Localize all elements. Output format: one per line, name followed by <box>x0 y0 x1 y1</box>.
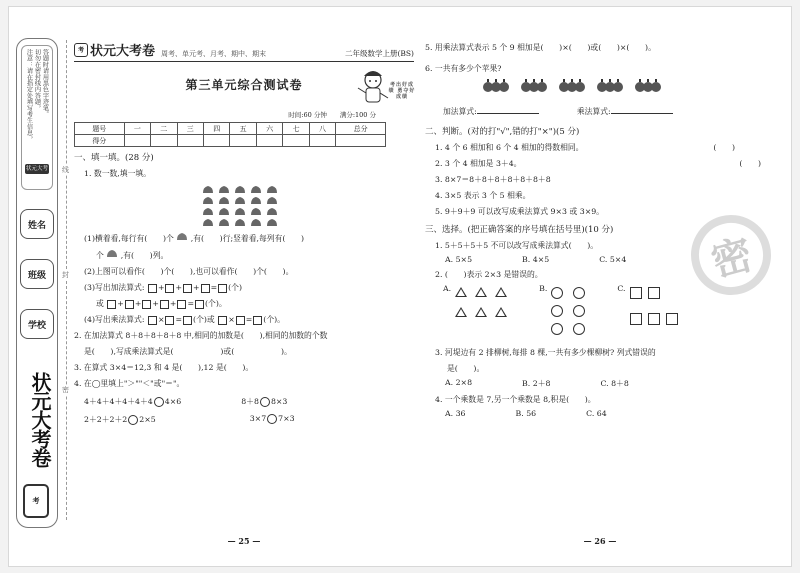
triangle-icon <box>475 287 487 297</box>
peach-icon <box>202 218 214 227</box>
peach-icon <box>106 249 118 258</box>
seal-line <box>66 40 67 520</box>
judge-item <box>425 190 775 201</box>
judge-text: 5. 9＋9＋9 可以改写成乘法算式 9×3 或 3×9。 <box>435 207 604 216</box>
peach-icon <box>250 196 262 205</box>
section-heading: 二、判断。(对的打"√",错的打"×")(5 分) <box>425 127 580 137</box>
question: 2. ( )表示 2×3 是错误的。 <box>435 270 543 279</box>
question-text: 个 <box>96 251 104 260</box>
compare-item <box>250 414 295 425</box>
judge-text: 2. 3 个 4 相加是 3＋4。 <box>435 159 522 168</box>
triangle-icon <box>495 307 507 317</box>
question <box>74 249 414 261</box>
table-cell: 八 <box>309 123 335 135</box>
answer-box[interactable] <box>236 316 245 325</box>
peach-icon <box>250 218 262 227</box>
table-row <box>75 135 386 147</box>
mascot-text: 考出好成绩 勇夺好成绩 <box>388 82 416 100</box>
peach-icon <box>218 196 230 205</box>
answer-box[interactable] <box>107 300 116 309</box>
triangle-icon <box>455 307 467 317</box>
apple-icon <box>537 82 547 92</box>
answer-box[interactable] <box>142 300 151 309</box>
question: 2. 在加法算式 8＋8＋8＋8＋8 中,相同的加数是( ),相同的加数的个数 <box>74 331 328 340</box>
circle-icon <box>573 287 585 299</box>
question-text: ,有( )行;竖着看,每列有( ) <box>190 234 305 243</box>
peach-grid <box>202 185 414 227</box>
option-row <box>425 378 775 389</box>
question: 或 + + + + = (个)。 <box>96 299 227 308</box>
score-input-cell[interactable] <box>256 135 282 147</box>
square-row <box>630 313 678 325</box>
answer-box[interactable] <box>125 300 134 309</box>
section-heading: 三、选择。(把正确答案的序号填在括号里)(10 分) <box>425 225 614 235</box>
apple-group <box>599 82 623 92</box>
answer-box[interactable] <box>201 284 210 293</box>
page-number: — 25 — <box>227 536 261 546</box>
apple-row <box>485 82 775 92</box>
score-input-cell[interactable] <box>336 135 386 147</box>
judge-text: 3. 8×7＝8＋8＋8＋8＋8＋8＋8 <box>435 175 551 184</box>
score-input-cell[interactable] <box>124 135 150 147</box>
triangle-icon <box>475 307 487 317</box>
judge-answer[interactable]: ( ) <box>739 159 761 168</box>
formula-label: 乘法算式: <box>576 107 611 116</box>
answer-box[interactable] <box>218 284 227 293</box>
question: 4. 在◯里填上"＞""＜"或"＝"。 <box>74 379 185 388</box>
compare-circle[interactable] <box>154 397 164 407</box>
page-left <box>74 40 414 560</box>
table-cell: 三 <box>177 123 203 135</box>
answer-box[interactable] <box>218 316 227 325</box>
compare-item <box>84 396 181 407</box>
peach-icon <box>266 218 278 227</box>
option-b[interactable] <box>539 284 587 335</box>
apple-group <box>637 82 661 92</box>
circle-icon <box>551 287 563 299</box>
question: 是( ),写成乘法算式是( )或( )。 <box>84 347 292 356</box>
question-text: (个)。 <box>205 299 227 308</box>
judge-item <box>425 158 775 169</box>
peach-icon <box>234 218 246 227</box>
judge-text: 4. 3×5 表示 3 个 5 相乘。 <box>435 191 531 200</box>
triangle-grid <box>455 287 509 317</box>
answer-box[interactable] <box>148 284 157 293</box>
option-row <box>425 409 775 418</box>
question-text: (1)横着看,每行有( )个 <box>84 234 174 243</box>
apple-group <box>561 82 585 92</box>
binding-badge: 状元大考卷 <box>25 166 48 182</box>
question: 3. 河堤边有 2 排柳树,每排 8 棵,一共有多少棵柳树? 列式错误的 <box>435 348 656 357</box>
triangle-icon <box>495 287 507 297</box>
formula-row <box>425 106 775 117</box>
judge-text: 1. 4 个 6 相加和 6 个 4 相加的得数相同。 <box>435 143 584 152</box>
square-icon <box>648 313 660 325</box>
name-field[interactable] <box>20 209 54 239</box>
brand-mark-icon: 考 <box>74 43 88 57</box>
circle-grid <box>551 287 587 335</box>
answer-box[interactable] <box>160 300 169 309</box>
compare-item <box>84 414 156 425</box>
question: (2)上图可以看作( )个( ),也可以看作( )个( )。 <box>84 267 294 276</box>
judge-list <box>425 142 775 217</box>
answer-blank[interactable] <box>611 106 673 114</box>
score-table <box>74 122 386 147</box>
peach-icon <box>218 185 230 194</box>
binding-strip <box>16 38 58 528</box>
question: 1. 数一数,填一填。 <box>84 169 151 178</box>
apple-group <box>485 82 509 92</box>
peach-icon <box>176 232 188 241</box>
question: 3. 在算式 3×4＝12,3 和 4 是( ),12 是( )。 <box>74 363 254 372</box>
question-text: (3)写出加法算式: <box>84 283 145 292</box>
formula-label: 加法算式: <box>443 107 477 116</box>
header-logo <box>74 40 155 59</box>
option[interactable]: A. 2×8 <box>445 378 473 387</box>
option-label: B. <box>539 284 548 293</box>
option[interactable]: C. 8＋8 <box>600 379 629 388</box>
section-heading: 一、填一填。(28 分) <box>74 153 154 163</box>
question: 是( )。 <box>447 364 485 373</box>
compare-right: 8×3 <box>270 397 288 406</box>
peach-icon <box>202 185 214 194</box>
binding-note: 切勿在密封线内答题， <box>33 49 41 111</box>
peach-icon <box>218 218 230 227</box>
answer-blank[interactable] <box>477 106 539 114</box>
answer-box[interactable] <box>165 284 174 293</box>
brand-logo: 状元大考卷 <box>28 371 52 467</box>
class-field[interactable] <box>20 259 54 289</box>
peach-icon <box>266 207 278 216</box>
square-group <box>630 284 678 325</box>
score-input-cell[interactable] <box>203 135 229 147</box>
judge-item <box>425 142 775 153</box>
apple-group <box>523 82 547 92</box>
score-input-cell[interactable] <box>151 135 177 147</box>
judge-item <box>425 174 775 185</box>
question-text: 或 <box>96 299 104 308</box>
triangle-icon <box>455 287 467 297</box>
peach-icon <box>250 185 262 194</box>
compare-row <box>74 414 414 425</box>
apple-icon <box>575 82 585 92</box>
peach-icon <box>266 196 278 205</box>
option[interactable]: A. 36 <box>445 409 466 418</box>
question-text: (个) <box>228 283 243 292</box>
question: (3)写出加法算式: + + + = (个) <box>84 283 243 292</box>
option[interactable]: B. 56 <box>515 409 537 418</box>
option[interactable]: A. 5×5 <box>445 255 473 264</box>
table-cell: 一 <box>124 123 150 135</box>
table-cell: 得分 <box>75 135 125 147</box>
name-label: 姓名 <box>27 220 46 231</box>
apple-icon <box>499 82 509 92</box>
seal-line-char: 线 <box>62 166 69 174</box>
score-input-cell[interactable] <box>309 135 335 147</box>
circle-icon <box>573 305 585 317</box>
header-grade: 二年级数学上册(BS) <box>344 49 414 58</box>
compare-item <box>241 396 287 407</box>
question: 1. 5＋5＋5＋5 不可以改写成乘法算式( )。 <box>435 241 599 250</box>
answer-box[interactable] <box>165 316 174 325</box>
table-cell: 五 <box>230 123 256 135</box>
binding-note: 注意：请在指定处填写考生信息， <box>25 49 33 142</box>
judge-answer[interactable]: ( ) <box>713 143 735 152</box>
circle-icon <box>551 305 563 317</box>
header-tag: 周考、单元考、月考、期中、期末 <box>161 50 267 58</box>
question <box>74 232 414 244</box>
answer-box[interactable] <box>148 316 157 325</box>
compare-right: 2×5 <box>139 415 156 424</box>
formula-item <box>443 106 539 117</box>
answer-box[interactable] <box>177 300 186 309</box>
square-icon <box>648 287 660 299</box>
exam-meta: 时间:60 分钟 满分:100 分 <box>288 111 376 119</box>
class-label: 班级 <box>27 270 46 281</box>
peach-icon <box>218 207 230 216</box>
answer-box[interactable] <box>195 300 204 309</box>
header-logo-text: 状元大考卷 <box>90 44 156 59</box>
table-cell: 六 <box>256 123 282 135</box>
compare-circle[interactable] <box>267 414 277 424</box>
option-label: A. <box>443 284 452 293</box>
square-icon <box>630 313 642 325</box>
answer-box[interactable] <box>253 316 262 325</box>
peach-icon <box>202 196 214 205</box>
question-text: (个)。 <box>263 315 285 324</box>
compare-right: 4×6 <box>164 397 182 406</box>
compare-right: 7×3 <box>278 414 295 423</box>
square-icon <box>630 287 642 299</box>
judge-item <box>425 206 775 217</box>
page-right <box>425 40 775 560</box>
exam-title <box>74 76 416 100</box>
compare-left: 4＋4＋4＋4＋4＋4 <box>84 397 153 406</box>
compare-circle[interactable] <box>260 397 270 407</box>
table-cell: 总分 <box>336 123 386 135</box>
brand-mark-icon: 考 <box>23 484 49 518</box>
peach-icon <box>266 185 278 194</box>
binding-note: 答题时请用黑色字迹笔。 <box>41 49 49 118</box>
apple-icon <box>613 82 623 92</box>
school-field[interactable] <box>20 309 54 339</box>
square-row <box>630 287 678 299</box>
page-number: — 26 — <box>583 536 617 546</box>
formula-item <box>577 106 673 117</box>
seal-watermark-icon: 密 <box>682 206 780 304</box>
score-input-cell[interactable] <box>283 135 309 147</box>
compare-left: 8＋8 <box>241 397 259 406</box>
circle-icon <box>573 323 585 335</box>
compare-circle[interactable] <box>128 415 138 425</box>
table-cell: 二 <box>151 123 177 135</box>
table-cell: 七 <box>283 123 309 135</box>
score-input-cell[interactable] <box>230 135 256 147</box>
question-text: (个)或 <box>193 315 215 324</box>
option-c[interactable] <box>617 284 677 325</box>
peach-icon <box>234 196 246 205</box>
peach-icon <box>202 207 214 216</box>
score-input-cell[interactable] <box>177 135 203 147</box>
compare-left: 2＋2＋2＋2 <box>84 415 128 424</box>
question: 6. 一共有多少个苹果? <box>425 64 502 73</box>
question: 4. 一个乘数是 7,另一个乘数是 8,积是( )。 <box>435 395 596 404</box>
seal-line-char: 封 <box>62 271 69 279</box>
peach-icon <box>234 185 246 194</box>
question: 5. 用乘法算式表示 5 个 9 相加是( )×( )或( )×( )。 <box>425 43 656 52</box>
option-label: C. <box>617 284 626 293</box>
square-icon <box>666 313 678 325</box>
table-cell: 题号 <box>75 123 125 135</box>
question-text: (4)写出乘法算式: <box>84 315 145 324</box>
peach-icon <box>250 207 262 216</box>
school-label: 学校 <box>27 320 46 331</box>
compare-left: 3×7 <box>249 414 267 423</box>
answer-box[interactable] <box>183 284 192 293</box>
option[interactable]: C. 64 <box>586 409 607 418</box>
circle-icon <box>551 323 563 335</box>
exam-title-text: 第三单元综合测试卷 <box>185 78 303 92</box>
option[interactable]: B. 2＋8 <box>522 379 551 388</box>
page-header <box>74 40 414 62</box>
peach-icon <box>234 207 246 216</box>
table-cell: 四 <box>203 123 229 135</box>
seal-line-char: 密 <box>62 386 69 394</box>
answer-box[interactable] <box>183 316 192 325</box>
question-text: ,有( )列。 <box>120 251 169 260</box>
apple-icon <box>651 82 661 92</box>
option-a[interactable] <box>443 284 509 317</box>
compare-row <box>74 396 414 407</box>
option[interactable]: C. 5×4 <box>599 255 627 264</box>
question: (4)写出乘法算式: × = (个)或 × = (个)。 <box>84 315 285 324</box>
table-row <box>75 123 386 135</box>
option[interactable]: B. 4×5 <box>522 255 550 264</box>
